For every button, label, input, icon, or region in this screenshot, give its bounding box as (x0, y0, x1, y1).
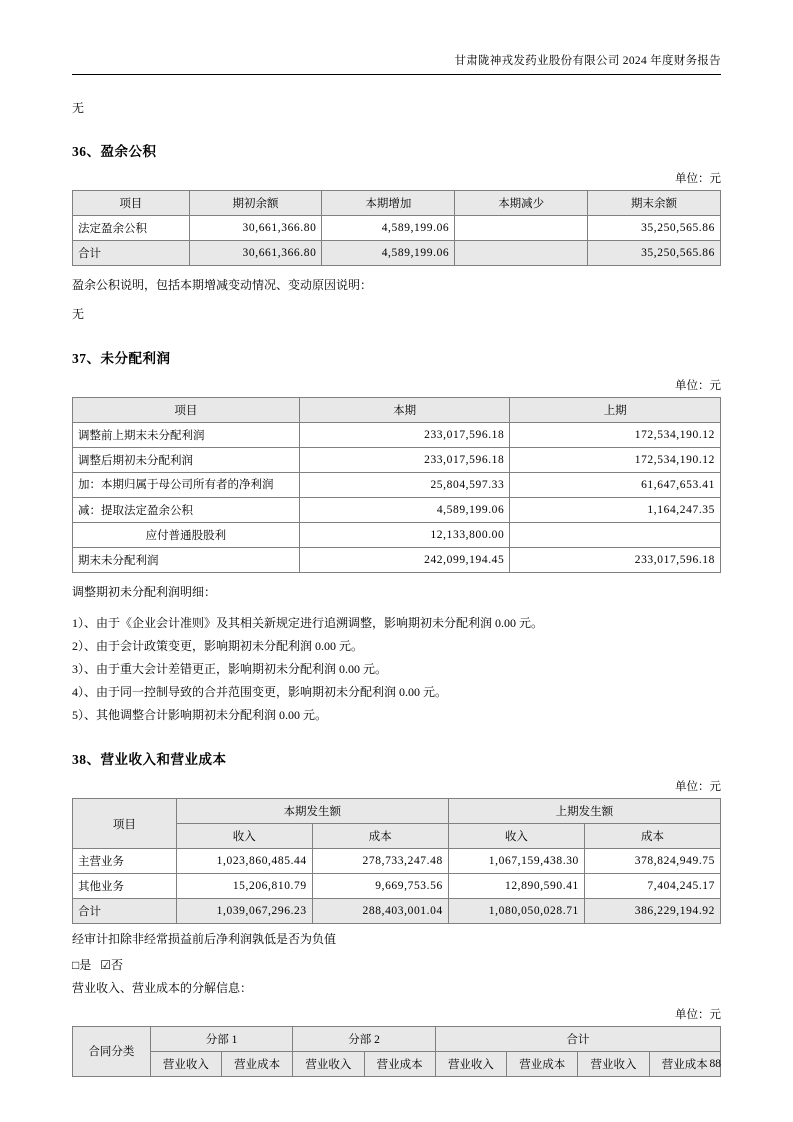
column-subheader: 成本 (312, 824, 448, 849)
unit-label-36: 单位：元 (675, 173, 721, 186)
cell-item: 其他业务 (73, 874, 177, 899)
column-subheader: 营业成本 (364, 1051, 435, 1076)
top-note: 无 (72, 101, 85, 115)
cell-value: 1,067,159,438.30 (448, 849, 584, 874)
cell-value: 4,589,199.06 (322, 241, 455, 266)
surplus-reserve-note: 盈余公积说明，包括本期增减变动情况、变动原因说明： (72, 278, 373, 293)
cell-value: 25,804,597.33 (299, 472, 510, 498)
table-row (73, 899, 721, 924)
section-title-37: 37、未分配利润 (72, 350, 171, 366)
cell-value: 12,890,590.41 (448, 874, 584, 899)
cell-item: 加：本期归属于母公司所有者的净利润 (73, 472, 300, 498)
cell-item: 应付普通股股利 (73, 523, 300, 548)
cell-value: 1,080,050,028.71 (448, 899, 584, 924)
column-subheader: 收入 (448, 824, 584, 849)
adjust-detail-5: 5）、其他调整合计影响期初未分配利润 0.00 元。 (72, 707, 328, 722)
table-row (73, 498, 721, 523)
page-content (72, 75, 721, 1077)
column-header: 项目 (73, 799, 177, 849)
column-subheader: 营业收入 (150, 1051, 221, 1076)
adjust-detail-2: 2）、由于会计政策变更，影响期初未分配利润 0.00 元。 (72, 639, 364, 654)
option-yes[interactable]: □是 (72, 957, 92, 972)
column-header: 本期减少 (455, 191, 588, 216)
column-subheader: 营业成本 (222, 1051, 293, 1076)
revenue-cost-table (72, 798, 721, 924)
cell-value: 12,133,800.00 (299, 523, 510, 548)
cell-value: 30,661,366.80 (189, 241, 322, 266)
column-header: 本期 (299, 397, 510, 422)
column-header: 上期 (510, 397, 721, 422)
table-row (73, 422, 721, 447)
column-subheader: 营业成本 (507, 1051, 578, 1076)
column-header: 本期增加 (322, 191, 455, 216)
adjust-detail-title: 调整期初未分配利润明细： (72, 585, 217, 600)
column-header: 期初余额 (189, 191, 322, 216)
undistributed-profit-table (72, 397, 721, 574)
unit-label-38: 单位：元 (675, 781, 721, 794)
table-header-row (73, 191, 721, 216)
column-subheader: 营业收入 (578, 1051, 649, 1076)
surplus-reserve-table (72, 190, 721, 266)
cell-value (455, 216, 588, 241)
table-row (73, 548, 721, 573)
surplus-reserve-note-value: 无 (72, 307, 85, 322)
table-row (73, 874, 721, 899)
cell-value: 1,023,860,485.44 (176, 849, 312, 874)
column-subheader: 收入 (176, 824, 312, 849)
adjust-detail-3: 3）、由于重大会计差错更正，影响期初未分配利润 0.00 元。 (72, 662, 388, 677)
section-title-36: 36、盈余公积 (72, 144, 157, 160)
cell-value (455, 241, 588, 266)
cell-value: 9,669,753.56 (312, 874, 448, 899)
column-header: 本期发生额 (176, 799, 448, 824)
table-row (73, 447, 721, 472)
unit-label-decomp: 单位：元 (675, 1008, 721, 1021)
column-header: 合计 (435, 1026, 720, 1051)
table-row (73, 523, 721, 548)
unit-label-37: 单位：元 (675, 379, 721, 392)
cell-item: 调整后期初未分配利润 (73, 447, 300, 472)
section-title-38: 38、营业收入和营业成本 (72, 752, 227, 768)
revenue-decomposition-table (72, 1026, 721, 1077)
cell-item: 合计 (73, 241, 190, 266)
column-header: 分部 2 (293, 1026, 436, 1051)
decomposition-title: 营业收入、营业成本的分解信息： (72, 980, 253, 995)
cell-value: 386,229,194.92 (584, 899, 720, 924)
cell-value: 35,250,565.86 (588, 241, 721, 266)
column-header: 合同分类 (73, 1026, 151, 1076)
cell-value: 4,589,199.06 (299, 498, 510, 523)
option-no[interactable]: ☑否 (100, 957, 124, 972)
cell-value: 233,017,596.18 (510, 548, 721, 573)
cell-item: 法定盈余公积 (73, 216, 190, 241)
cell-value: 61,647,653.41 (510, 472, 721, 498)
cell-value: 15,206,810.79 (176, 874, 312, 899)
header-title: 甘肃陇神戎发药业股份有限公司 2024 年度财务报告 (454, 55, 721, 67)
cell-item: 期末未分配利润 (73, 548, 300, 573)
cell-value: 233,017,596.18 (299, 447, 510, 472)
cell-value: 378,824,949.75 (584, 849, 720, 874)
table-row (73, 849, 721, 874)
cell-value: 1,164,247.35 (510, 498, 721, 523)
page-header (72, 0, 721, 75)
table-subheader-row (73, 1051, 721, 1076)
page-number: 88 (709, 1058, 721, 1070)
cell-value: 7,404,245.17 (584, 874, 720, 899)
table-header-row (73, 1026, 721, 1051)
column-header: 项目 (73, 191, 190, 216)
cell-value: 1,039,067,296.23 (176, 899, 312, 924)
audit-question: 经审计扣除非经常损益前后净利润孰低是否为负值 (72, 932, 337, 947)
cell-value: 30,661,366.80 (189, 216, 322, 241)
table-header-row (73, 799, 721, 824)
column-subheader: 营业收入 (293, 1051, 364, 1076)
column-subheader: 营业收入 (435, 1051, 506, 1076)
column-header: 上期发生额 (448, 799, 720, 824)
table-row (73, 216, 721, 241)
cell-item: 主营业务 (73, 849, 177, 874)
cell-item: 调整前上期末未分配利润 (73, 422, 300, 447)
cell-value: 172,534,190.12 (510, 422, 721, 447)
cell-value: 242,099,194.45 (299, 548, 510, 573)
column-header: 分部 1 (150, 1026, 293, 1051)
cell-value: 172,534,190.12 (510, 447, 721, 472)
cell-value: 233,017,596.18 (299, 422, 510, 447)
audit-options (72, 956, 721, 973)
cell-value: 278,733,247.48 (312, 849, 448, 874)
cell-item: 减：提取法定盈余公积 (73, 498, 300, 523)
adjust-detail-1: 1）、由于《企业会计准则》及其相关新规定进行追溯调整，影响期初未分配利润 0.00 元。 (72, 616, 544, 631)
column-subheader: 成本 (584, 824, 720, 849)
adjust-detail-4: 4）、由于同一控制导致的合并范围变更，影响期初未分配利润 0.00 元。 (72, 684, 448, 699)
cell-value: 4,589,199.06 (322, 216, 455, 241)
column-header: 期末余额 (588, 191, 721, 216)
cell-value (510, 523, 721, 548)
cell-value: 288,403,001.04 (312, 899, 448, 924)
cell-item: 合计 (73, 899, 177, 924)
column-header: 项目 (73, 397, 300, 422)
cell-value: 35,250,565.86 (588, 216, 721, 241)
column-subheader: 营业成本 (649, 1051, 720, 1076)
table-row (73, 472, 721, 498)
table-header-row (73, 397, 721, 422)
table-row (73, 241, 721, 266)
